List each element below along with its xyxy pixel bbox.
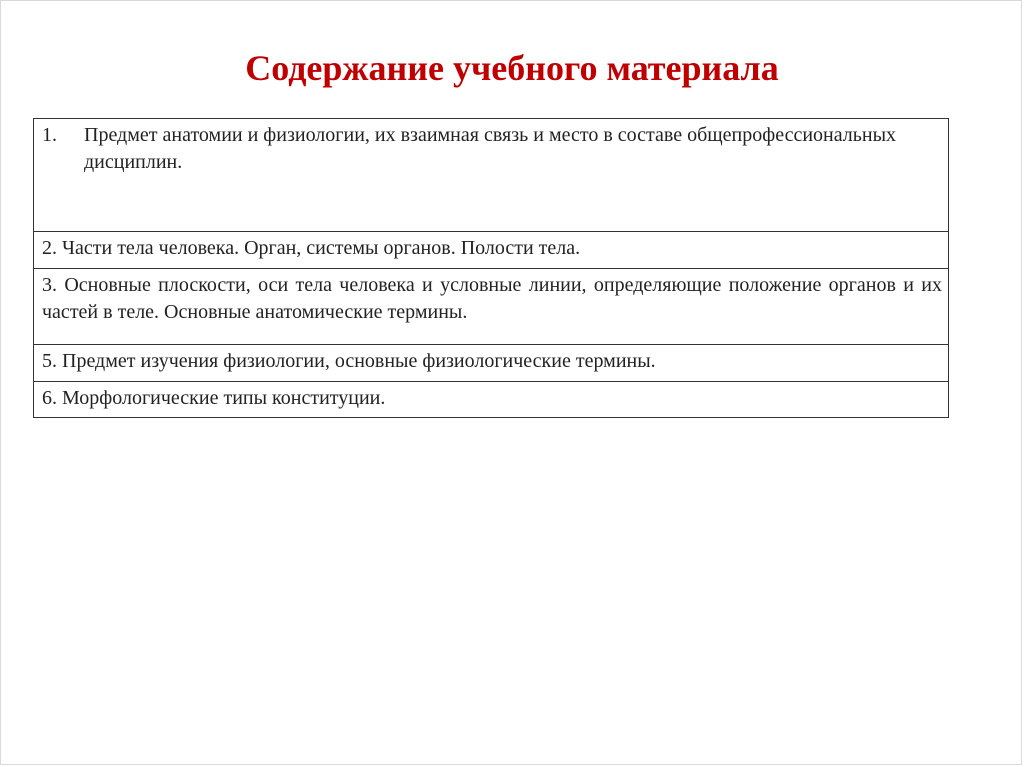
table-cell-item-2 xyxy=(34,232,949,269)
table-row xyxy=(34,269,949,345)
item-text: 5. Предмет изучения физиологии, основные физиологические термины. xyxy=(42,350,656,372)
item-text: Предмет анатомии и физиологии, их взаимная связь и место в составе общепрофессиональных дисциплин. xyxy=(84,124,897,173)
item-text: 3. Основные плоскости, оси тела человека и условные линии, определяющие положение органов и их частей в теле. Основные анатомические термины. xyxy=(42,274,942,323)
numbered-item xyxy=(42,122,942,176)
slide-title: Содержание учебного материала xyxy=(245,48,779,88)
item-number: 1. xyxy=(42,124,57,146)
table-cell-item-3 xyxy=(34,269,949,345)
table-cell-item-1 xyxy=(34,119,949,232)
content-table xyxy=(33,118,949,418)
table-cell-item-5 xyxy=(34,345,949,382)
item-text: 2. Части тела человека. Орган, системы органов. Полости тела. xyxy=(42,237,581,259)
table-cell-item-6 xyxy=(34,382,949,418)
table-row xyxy=(34,345,949,382)
item-text: 6. Морфологические типы конституции. xyxy=(42,387,386,409)
table-row xyxy=(34,382,949,418)
table-row xyxy=(34,119,949,232)
table-row xyxy=(34,232,949,269)
